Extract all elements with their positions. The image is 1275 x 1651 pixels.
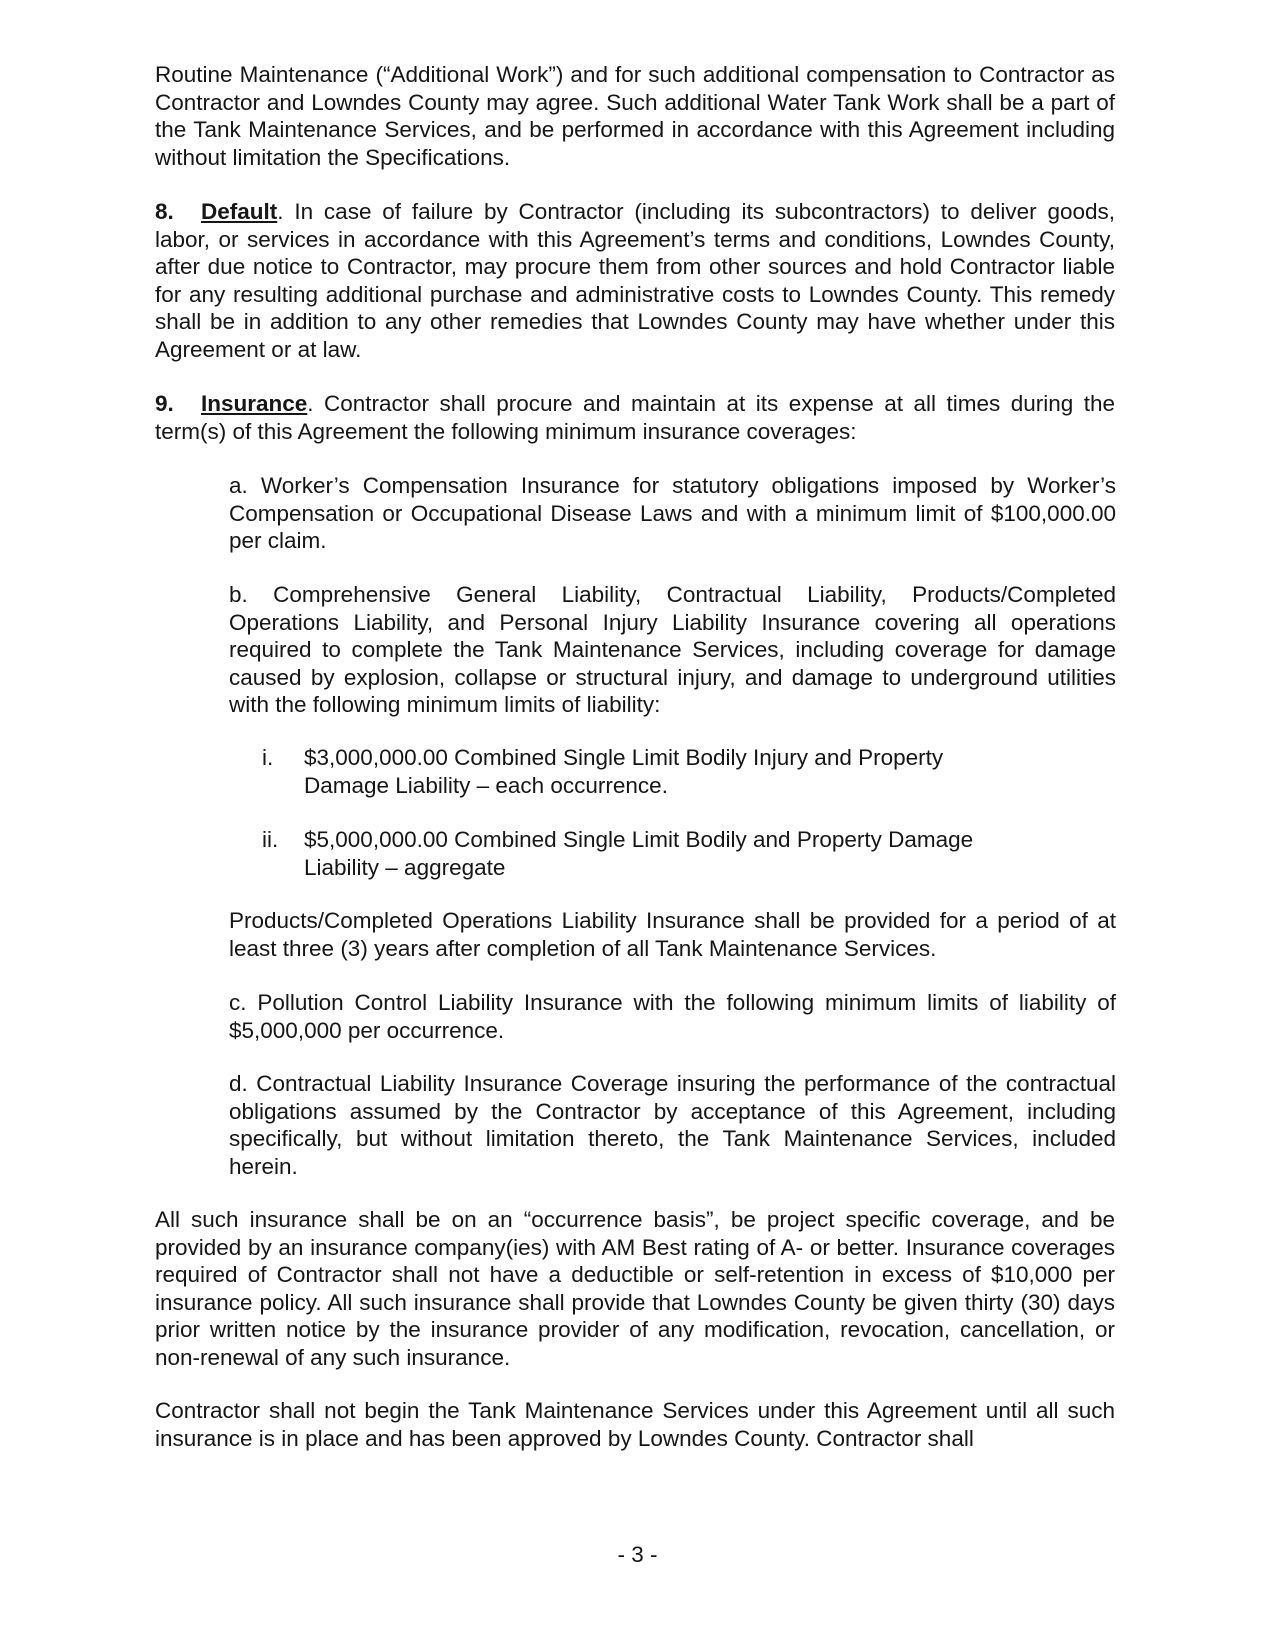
all-such-insurance-paragraph: All such insurance shall be on an “occurrence basis”, be project specific coverage, and be provided by an insurance company(ies) with AM Best rating of A- or better. Insurance coverages required of Contractor shall not have a deductible or self-retention in excess of $10,000 per insurance policy. All such insurance shall provide that Lowndes County be given thirty (30) days prior written notice by the insurance provider of any modification, revocation, cancellation, or non-renewal of any such insurance. (155, 1207, 1115, 1370)
section-text: . In case of failure by Contractor (including its subcontractors) to deliver goods, labor, or services in accordance with this Agreement’s terms and conditions, Lowndes County, after due notice to Contractor, may procure them from other sources and hold Contractor liable for any resulting additional purchase and administrative costs to Lowndes County. This remedy shall be in addition to any other remedies that Lowndes County may have whether under this Agreement or at law. (155, 199, 1115, 362)
section-number: 9. (155, 391, 174, 416)
roman-text: $3,000,000.00 Combined Single Limit Bodily Injury and Property Damage Liability – each occurrence. (304, 745, 944, 798)
section-heading: Default (201, 199, 278, 224)
item-c-pollution-control: c. Pollution Control Liability Insurance with the following minimum limits of liability of $5,000,000 per occurrence. (229, 990, 1116, 1043)
page-number: - 3 - (617, 1542, 658, 1567)
section-text: . Contractor shall procure and maintain at its expense at all times during the term(s) of this Agreement the following minimum insurance coverages: (155, 391, 1115, 444)
roman-item-ii (262, 826, 1022, 881)
products-completed-paragraph: Products/Completed Operations Liability Insurance shall be provided for a period of at least three (3) years after completion of all Tank Maintenance Services. (229, 908, 1116, 961)
section-heading: Insurance (201, 391, 308, 416)
item-a-workers-compensation: a. Worker’s Compensation Insurance for statutory obligations imposed by Worker’s Compensation or Occupational Disease Laws and with a minimum limit of $100,000.00 per claim. (229, 473, 1116, 554)
contractor-not-begin-paragraph: Contractor shall not begin the Tank Maintenance Services under this Agreement until all such insurance is in place and has been approved by Lowndes County. Contractor shall (155, 1398, 1115, 1451)
roman-number: i. (262, 745, 274, 770)
continuation-paragraph: Routine Maintenance (“Additional Work”) and for such additional compensation to Contractor as Contractor and Lowndes County may agree. Such additional Water Tank Work shall be a part of the Tank Maintenance Services, and be performed in accordance with this Agreement including without limitation the Specifications. (155, 62, 1115, 170)
roman-item-i (262, 744, 1022, 799)
section-8-default (155, 198, 1115, 364)
section-9-insurance (155, 390, 1115, 445)
section-number: 8. (155, 199, 174, 224)
item-d-contractual-liability: d. Contractual Liability Insurance Coverage insuring the performance of the contractual obligations assumed by the Contractor by acceptance of this Agreement, including specifically, but without limitation thereto, the Tank Maintenance Services, included herein. (229, 1071, 1116, 1179)
roman-number: ii. (262, 827, 279, 852)
item-b-general-liability: b. Comprehensive General Liability, Contractual Liability, Products/Completed Operations Liability, and Personal Injury Liability Insurance covering all operations required to complete the Tank Maintenance Services, including coverage for damage caused by explosion, collapse or structural injury, and damage to underground utilities with the following minimum limits of liability: (229, 582, 1116, 718)
roman-text: $5,000,000.00 Combined Single Limit Bodily and Property Damage Liability – aggregate (304, 827, 974, 880)
